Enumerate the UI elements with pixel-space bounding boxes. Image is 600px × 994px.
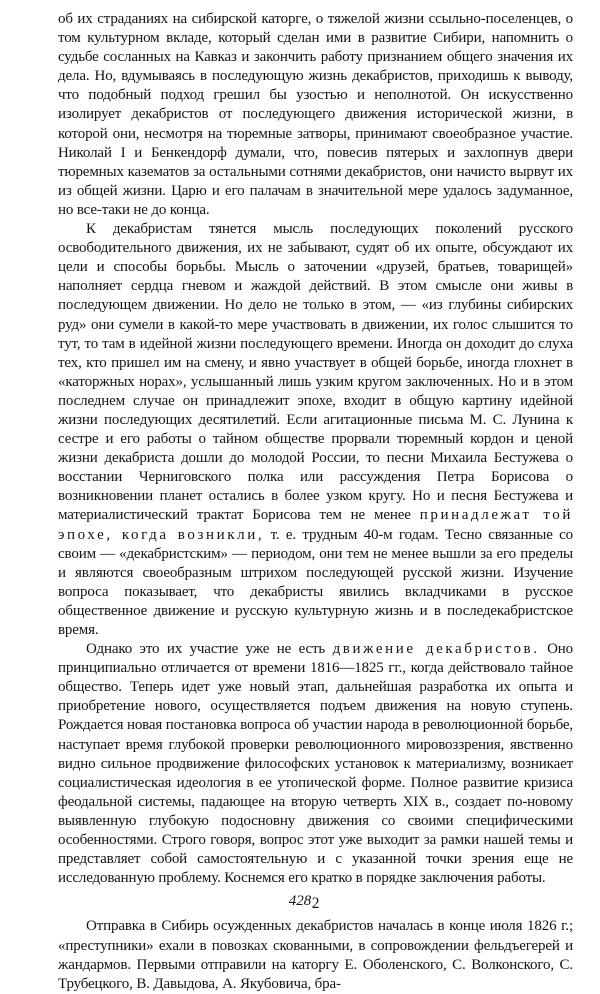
paragraph-1: об их страданиях на сибирской каторге, о тяжелой жизни ссыльно-поселенцев, о том культурном вкладе, который сделан ими в развитие Сибири, напомнить о судьбе сосланных на Кавказ и закончить работу признанием общего значения их дела. Но, вдумываясь в последующую жизнь декабристов, приходишь к выводу, что подобный подход грешил бы узостью и неполнотой. Он искусственно изолирует декабристов от последующего движения исторической жизни, в которой они, несмотря на тюремные затворы, принимают своеобразное участие. Николай I и Бенкендорф думали, что, повесив пятерых и захлопнув двери тюремных казематов за остальными сотнями декабристов, они начисто вырвут их из общей жизни. Царю и его палачам в значительной мере удалось задуманное, но все-таки не до конца. [58,11,573,218]
paragraph-3-spaced-emphasis: движение декабристов. [332,641,540,658]
paragraph-2-text: К декабристам тянется мысль последующих поколений русского освободительного движения, их не забывают, судят об их опыте, обсуждают их цели и способы борьбы. Мысль о заточении «друзей, братьев, товарищей» наполняет сердца гневом и жаждой действий. В этом смысле они живы в последующем движении. Но дело не только в этом, — «из глубины сибирских руд» они сумели в какой-то мере участвовать в движении, их голос слышится то тут, то там в идейной жизни последующего времени. Иногда он доходит до слуха тех, кто пришел им на смену, и явно участвует в общей борьбе, иногда глохнет в «каторжных норах», услышанный лишь узким кругом заключенных. Но и в этом последнем случае он принадлежит эпохе, входит в общую картину идейной жизни последующих десятилетий. Если агитационные письма М. С. Лунина к сестре и его работы о тайном обществе прорвали тюремный кордон и ценой жизни декабриста дошли до молодой России, то песни Михаила Бестужева о восстании Черниговского полка или рассуждения Петра Борисова о возникновении планет остались в более узком кругу. Но и песня Бестужева и материалистический трактат Борисова тем не менее [58,221,573,524]
paragraph-2 [58,220,573,640]
page-number: 428 [288,893,312,909]
paragraph-3 [58,640,573,888]
paragraph-3-tail: Оно принципиально отличается от времени 1816—1825 гг., когда действовало тайное общество. Теперь идет уже новый этап, дальнейшая разработка их опыта и приобретение нового, осуществляется подъем движения на новую ступень. Рождается новая постановка вопроса об участии народа в революционной борьбе, наступает время глубокой проверки революционного мировоззрения, явственно видно сильное продвижение философских установок к материализму, возникает социалистическая идеология в ее утопической форме. Полное развитие кризиса феодальной системы, падающее на вторую четверть XIX в., создает по-новому выявленную глубокую подосновну движения со своими специфическими особенностями. Строго говоря, вопрос этот уже выходит за рамки нашей темы и представляет собой самостоятельную и с указанной точки зрения еще не исследованную проблему. Коснемся его кратко в порядке заключения работы. [58,641,573,887]
paragraph-2-spaced-emphasis: принадлежат той эпохе, когда возникли, [58,507,574,543]
paragraph-2-tail: т. е. трудным 40-м годам. Тесно связанные со своим — «декабристским» — периодом, они тем не менее вышли за его пределы и являются своеобразным штрихом последующей русской жизни. Изучение вопроса показывает, что декабристы явились вкладчиками в русское общественное движение и русскую культурную жизнь и в последекабристское время. [58,526,573,638]
section-number: 2 [311,895,320,913]
document-page [58,10,573,994]
paragraph-4: Отправка в Сибирь осужденных декабристов началась в конце июля 1826 г.; «преступники» ехали в повозках скованными, в сопровождении фельдъегерей и жандармов. Первыми отправили на каторгу Е. Оболенского, С. Волконского, С. Трубецкого, В. Давыдова, А. Якубовича, бра- [58,918,573,992]
paragraph-3-head: Однако это их участие уже не есть [86,641,326,658]
